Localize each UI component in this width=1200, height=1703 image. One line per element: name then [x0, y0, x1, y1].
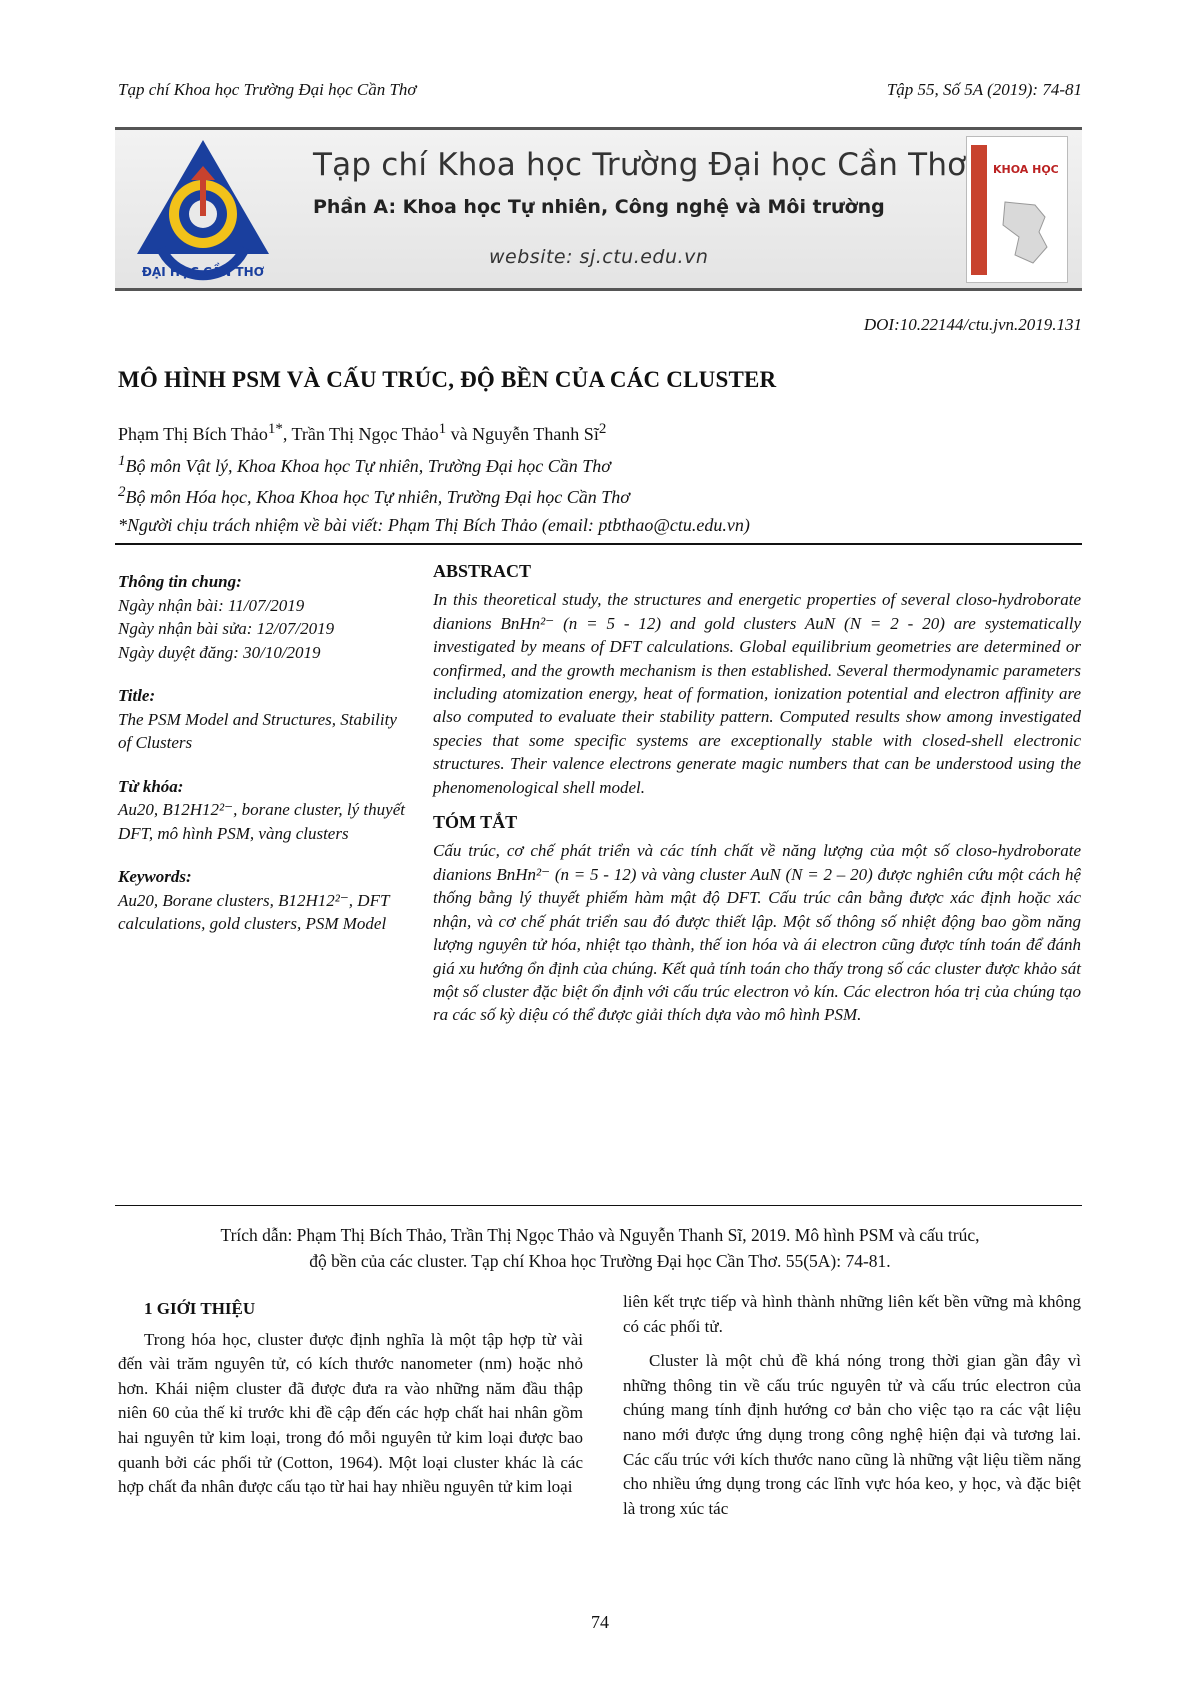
- map-icon: [995, 197, 1055, 267]
- abstract-heading: ABSTRACT: [433, 561, 532, 581]
- body-paragraph: liên kết trực tiếp và hình thành những liên kết bền vững mà không có các phối tử.: [623, 1292, 1081, 1336]
- affiliation-1-text: Bộ môn Vật lý, Khoa Khoa học Tự nhiên, Trường Đại học Cần Thơ: [125, 456, 611, 476]
- banner-website: website: sj.ctu.edu.vn: [489, 246, 709, 268]
- keywords-heading: Keywords:: [118, 867, 192, 886]
- author-3: và Nguyễn Thanh Sĩ: [446, 424, 599, 444]
- citation: [118, 1222, 1082, 1274]
- citation-line-2: độ bền của các cluster. Tạp chí Khoa học Trường Đại học Cần Thơ. 55(5A): 74-81.: [309, 1251, 891, 1271]
- body-column-right: [623, 1290, 1081, 1521]
- journal-cover-thumbnail: [966, 136, 1068, 283]
- university-logo-icon: [133, 136, 273, 284]
- affiliation-2-sup: 2: [118, 484, 126, 500]
- citation-line-1: Trích dẫn: Phạm Thị Bích Thảo, Trần Thị Ngọc Thảo và Nguyễn Thanh Sĩ, 2019. Mô hình PSM và cấu trúc,: [220, 1225, 980, 1245]
- article-title: MÔ HÌNH PSM VÀ CẤU TRÚC, ĐỘ BỀN CỦA CÁC CLUSTER: [118, 367, 777, 392]
- journal-banner: [115, 127, 1082, 291]
- doi: DOI:10.22144/ctu.jvn.2019.131: [863, 315, 1082, 334]
- divider-top: [115, 543, 1082, 545]
- keywords-text: Au20, Borane clusters, B12H12²⁻, DFT calculations, gold clusters, PSM Model: [118, 890, 390, 933]
- tukhoa-text: Au20, B12H12²⁻, borane cluster, lý thuyết DFT, mô hình PSM, vàng clusters: [118, 800, 405, 843]
- received-date: Ngày nhận bài: 11/07/2019: [118, 595, 305, 615]
- affiliation-2-text: Bộ môn Hóa học, Khoa Khoa học Tự nhiên, Trường Đại học Cần Thơ: [125, 487, 630, 507]
- cover-stripe: [971, 145, 987, 275]
- affiliation-2: [118, 484, 630, 508]
- abstract-column: [433, 560, 1081, 1039]
- author-2: , Trần Thị Ngọc Thảo: [282, 424, 439, 444]
- english-title-heading: Title:: [118, 686, 156, 705]
- abstract-text: In this theoretical study, the structures and energetic properties of several closo-hydroborate dianions BnHn²⁻ (n = 5 - 12) and gold clusters AuN (N = 2 - 20) are systematically investigated by means of DFT calculations. Global equilibrium geometries are determined or confirmed, and the growth mechanism is then established. Several thermodynamic parameters including atomization energy, heat of formation, ionization potential and electron affinity are also computed to evaluate their stability pattern. Computed results show among investigated species that some specific systems are exceptionally stable with closed-shell electronic structures. Their valence electrons generate magic numbers that can be understood using the phenomenological shell model.: [433, 590, 1081, 797]
- body-paragraph: Cluster là một chủ đề khá nóng trong thời gian gần đây vì những thông tin về cấu trúc nguyên tử và cấu trúc electron của chúng mang tính định hướng cơ bản cho việc tạo ra các vật liệu nano mới được ứng dụng trong công nghệ hiện đại và tương lai. Các cấu trúc với kích thước nano cũng là những vật liệu tiềm năng cho nhiều ứng dụng trong các lĩnh vực hóa keo, y học, và đặc biệt là trong xúc tác: [623, 1351, 1081, 1518]
- author-3-sup: 2: [598, 421, 607, 437]
- accepted-date: Ngày duyệt đăng: 30/10/2019: [118, 642, 321, 662]
- logo-text: ĐẠI HỌC CẦN THƠ: [141, 265, 265, 279]
- general-info-heading: Thông tin chung:: [118, 572, 242, 591]
- author-1: Phạm Thị Bích Thảo: [118, 424, 268, 444]
- page-number: 74: [591, 1612, 609, 1632]
- affiliation-1-sup: 1: [118, 453, 126, 469]
- revised-date: Ngày nhận bài sửa: 12/07/2019: [118, 619, 335, 638]
- banner-subtitle: Phần A: Khoa học Tự nhiên, Công nghệ và Môi trường: [313, 196, 885, 218]
- running-header-journal: Tạp chí Khoa học Trường Đại học Cần Thơ: [118, 80, 417, 99]
- tomtat-text: Cấu trúc, cơ chế phát triển và các tính chất về năng lượng của một số closo-hydroborate dianions BnHn²⁻ (n = 5 - 12) và vàng cluster AuN (N = 2 – 20) được nghiên cứu một cách hệ thống bằng lý thuyết phiếm hàm mật độ DFT. Cấu trúc cân bằng được xác định hoặc xác nhận, và cơ chế phát triển sau đó được thiết lập. Một số thông số nhiệt động bao gồm năng lượng nguyên tử hóa, nhiệt tạo thành, thế ion hóa và ái electron cũng được tính toán để đánh giá xu hướng ổn định của chúng. Kết quả tính toán cho thấy trong số các cluster được khảo sát một số cluster đặc biệt ổn định với cấu trúc electron vỏ kín. Các electron hóa trị của chúng tạo ra các số kỳ diệu có thể được giải thích dựa vào mô hình PSM.: [433, 841, 1081, 1025]
- corresponding-author: *Người chịu trách nhiệm về bài viết: Phạm Thị Bích Thảo (email: ptbthao@ctu.edu.vn): [118, 515, 750, 535]
- cover-label: KHOA HỌC: [993, 163, 1059, 176]
- tomtat-heading: TÓM TẮT: [433, 812, 518, 833]
- author-list: [118, 421, 606, 445]
- body-paragraph: Trong hóa học, cluster được định nghĩa là một tập hợp từ vài đến vài trăm nguyên tử, có kích thước nanometer (nm) hoặc nhỏ hơn. Khái niệm cluster đã được đưa ra vào những năm đầu thập niên 60 của thế kỉ trước khi đề cập đến các hợp chất hai nhân gồm hai nguyên tử kim loại, trong đó mỗi nguyên tử kim loại được bao quanh bởi các phối tử (Cotton, 1964). Một loại cluster khác là các hợp chất đa nhân được cấu tạo từ hai hay nhiều nguyên tử kim loại: [118, 1329, 583, 1497]
- affiliation-1: [118, 453, 611, 477]
- author-1-sup: 1*: [267, 421, 283, 437]
- body-column-left: [118, 1297, 583, 1500]
- article-info-sidebar: [118, 570, 408, 956]
- tukhoa-heading: Từ khóa:: [118, 776, 184, 796]
- author-2-sup: 1: [438, 421, 447, 437]
- running-header-issue: Tập 55, Số 5A (2019): 74-81: [886, 80, 1082, 99]
- banner-title: Tạp chí Khoa học Trường Đại học Cần Thơ: [313, 147, 967, 183]
- english-title: The PSM Model and Structures, Stability of Clusters: [118, 709, 397, 752]
- divider-bottom: [115, 1205, 1082, 1206]
- section-heading: 1 GIỚI THIỆU: [144, 1299, 256, 1318]
